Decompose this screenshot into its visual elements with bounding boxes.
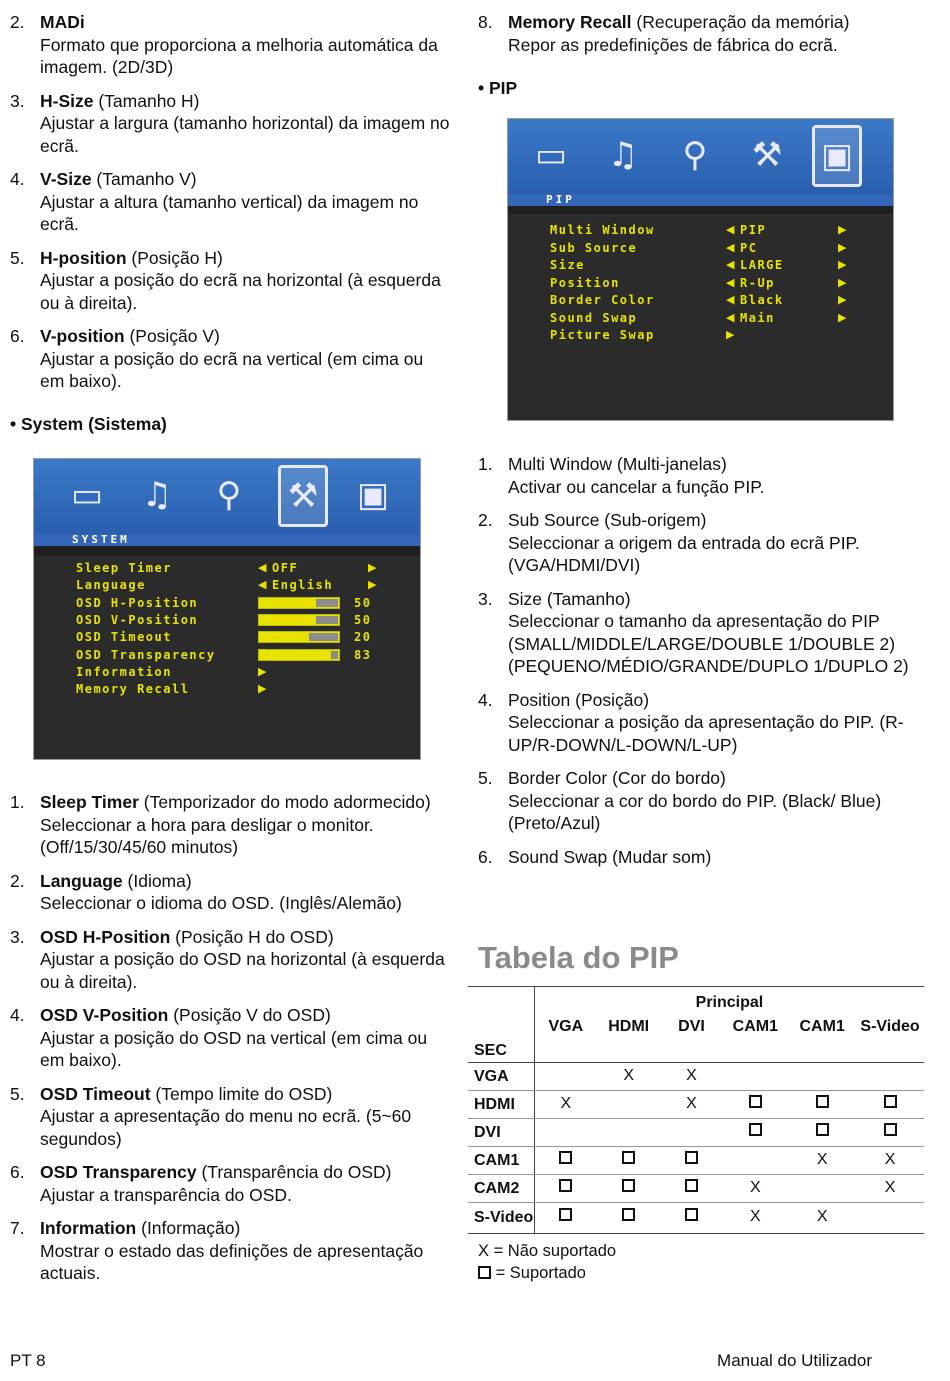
osd-slider <box>258 631 340 643</box>
supported-cell <box>597 1203 661 1234</box>
checkbox-icon <box>559 1151 572 1164</box>
checkbox-icon <box>685 1208 698 1221</box>
item-number: 3. <box>10 926 25 947</box>
list-item <box>10 247 450 315</box>
list-item <box>478 453 928 498</box>
item-translation: (Recuperação da memória) <box>631 12 850 32</box>
list-item <box>478 846 928 869</box>
osd-menu-label: Language <box>76 578 146 593</box>
list-item <box>10 791 450 859</box>
item-name: Multi Window (Multi-janelas) <box>508 454 727 474</box>
item-translation: (Tamanho V) <box>91 169 197 189</box>
sound-tab-icon: ♫ <box>141 475 173 515</box>
osd-menu-label: Information <box>76 664 172 679</box>
osd-menu-label: Sub Source <box>550 240 638 255</box>
row-header: CAM2 <box>468 1175 534 1203</box>
checkbox-icon <box>478 1266 491 1279</box>
checkbox-icon <box>622 1151 635 1164</box>
left-arrow-icon: ◀ <box>726 311 735 324</box>
osd-menu-label: OSD V-Position <box>76 612 199 627</box>
osd-menu-label: Position <box>550 275 620 290</box>
list-item <box>10 11 450 79</box>
item-description: Repor as predefinições de fábrica do ecrã. <box>508 34 838 55</box>
right-arrow-icon: ▶ <box>258 683 267 696</box>
table-cell <box>534 1119 596 1147</box>
right-arrow-icon: ▶ <box>726 329 735 341</box>
row-header: DVI <box>468 1119 534 1147</box>
supported-cell <box>788 1091 856 1119</box>
osd-slider <box>258 614 340 626</box>
checkbox-icon <box>685 1179 698 1192</box>
item-name: Language <box>40 870 123 891</box>
page-number: PT 8 <box>10 1351 46 1370</box>
supported-cell <box>661 1147 723 1175</box>
list-item <box>478 689 928 757</box>
table-cell: X <box>722 1203 788 1234</box>
list-item <box>478 509 928 577</box>
item-description: Mostrar o estado das definições de apresentação actuais. <box>40 1240 424 1283</box>
item-number: 3. <box>478 588 493 609</box>
osd-menu-value: Main <box>740 310 775 325</box>
item-description: Ajustar a posição do OSD na horizontal (à esquerda ou à direita). <box>40 949 445 992</box>
item-description: Seleccionar a cor do bordo do PIP. (Black/ Blue) (Preto/Azul) <box>508 790 882 833</box>
list-item <box>10 325 450 393</box>
item-description: Seleccionar a hora para desligar o monitor. (Off/15/30/45/60 minutos) <box>40 814 374 857</box>
item-description: Ajustar a largura (tamanho horizontal) da imagem no ecrã. <box>40 113 450 156</box>
table-cell: X <box>534 1091 596 1119</box>
right-arrow-icon: ▶ <box>838 224 847 236</box>
osd-title: PIP <box>508 194 893 206</box>
item-name: Sub Source (Sub-origem) <box>508 510 707 530</box>
item-number: 2. <box>10 870 25 891</box>
table-cell <box>597 1119 661 1147</box>
table-cell: X <box>788 1147 856 1175</box>
table-cell <box>856 1063 924 1091</box>
item-number: 5. <box>10 1083 25 1104</box>
table-cell: X <box>661 1063 723 1091</box>
list-item <box>10 1004 450 1072</box>
supported-cell <box>597 1147 661 1175</box>
right-arrow-icon: ▶ <box>258 665 267 678</box>
item-name: V-position <box>40 326 125 346</box>
row-header: S-Video <box>468 1203 534 1234</box>
table-cell <box>661 1119 723 1147</box>
left-arrow-icon: ◀ <box>726 259 735 271</box>
item-name: OSD H-Position <box>40 926 171 947</box>
osd-menu-value: LARGE <box>740 258 784 272</box>
pip-tab-icon: ▣ <box>812 125 862 187</box>
picture-tab-icon: ▭ <box>70 475 104 515</box>
osd-menu-value: English <box>272 578 334 593</box>
list-item <box>478 588 928 678</box>
supported-cell <box>534 1147 596 1175</box>
item-name: Position (Posição) <box>508 689 650 710</box>
item-name: OSD V-Position <box>40 1005 169 1025</box>
item-number: 4. <box>478 689 493 710</box>
item-name: V-Size <box>40 169 92 189</box>
item-description: Seleccionar o tamanho da apresentação do PIP (SMALL/MIDDLE/LARGE/DOUBLE 1/DOUBLE 2) (PEQUENO/MÉDIO/GRANDE/DUPLO 1/DUPLO 2) <box>508 611 909 676</box>
table-row <box>468 1147 924 1175</box>
item-description: Ajustar a altura (tamanho vertical) da imagem no ecrã. <box>40 191 419 234</box>
left-column <box>10 0 450 404</box>
system-osd-screenshot <box>33 458 421 760</box>
item-description: Seleccionar o idioma do OSD. (Inglês/Alemão) <box>40 893 402 913</box>
checkbox-icon <box>884 1123 897 1136</box>
right-arrow-icon: ▶ <box>838 276 847 289</box>
table-cell: X <box>856 1175 924 1203</box>
column-header: CAM1 <box>722 1014 788 1063</box>
osd-menu-label: OSD Timeout <box>76 630 172 645</box>
item-description: Ajustar a posição do ecrã na horizontal (à esquerda ou à direita). <box>40 270 441 313</box>
right-arrow-icon: ▶ <box>368 562 377 574</box>
column-header: S-Video <box>856 1014 924 1063</box>
item-name: Sleep Timer <box>40 792 139 812</box>
item-number: 1. <box>478 454 493 474</box>
right-arrow-icon: ▶ <box>368 579 377 592</box>
pip-items-list <box>478 453 928 879</box>
left-arrow-icon: ◀ <box>726 294 735 306</box>
footer-title: Manual do Utilizador <box>717 1351 872 1370</box>
legend-supported: = Suportado <box>478 1262 586 1285</box>
item-number: 4. <box>10 169 25 189</box>
right-column <box>478 0 930 56</box>
column-header: CAM1 <box>788 1014 856 1063</box>
supported-cell <box>661 1175 723 1203</box>
search-tab-icon: ⚲ <box>216 475 242 515</box>
table-cell: X <box>597 1063 661 1091</box>
checkbox-icon <box>622 1179 635 1192</box>
item-number: 6. <box>10 1162 25 1182</box>
item-number: 5. <box>10 247 25 268</box>
pip-osd-screenshot <box>507 118 894 421</box>
table-row <box>468 1175 924 1203</box>
item-translation: (Tempo limite do OSD) <box>150 1083 333 1104</box>
table-cell <box>788 1175 856 1203</box>
table-row <box>468 1203 924 1234</box>
table-cell <box>722 1147 788 1175</box>
left-arrow-icon: ◀ <box>726 241 735 254</box>
supported-cell <box>722 1091 788 1119</box>
item-name: H-position <box>40 247 127 268</box>
item-translation: (Posição V) <box>124 326 220 346</box>
item-number: 1. <box>10 792 25 812</box>
system-heading: • System (Sistema) <box>10 414 167 434</box>
legend-not-supported: X = Não suportado <box>478 1242 617 1260</box>
list-item <box>10 1083 450 1151</box>
osd-menu-value: PC <box>740 240 758 255</box>
osd-slider-value: 20 <box>354 630 372 645</box>
item-description: Seleccionar a origem da entrada do ecrã PIP. (VGA/HDMI/DVI) <box>508 532 860 575</box>
right-arrow-icon: ▶ <box>838 294 847 306</box>
table-row <box>468 1091 924 1119</box>
column-header: VGA <box>534 1014 596 1063</box>
item-description: Seleccionar a posição da apresentação do PIP. (R-UP/R-DOWN/L-DOWN/L-UP) <box>508 712 904 755</box>
osd-menu-label: OSD H-Position <box>76 595 199 610</box>
checkbox-icon <box>685 1151 698 1164</box>
table-cell <box>722 1063 788 1091</box>
table-cell <box>597 1091 661 1119</box>
osd-slider <box>258 649 340 661</box>
item-number: 6. <box>478 846 493 867</box>
item-description: Ajustar a posição do OSD na vertical (em cima ou em baixo). <box>40 1027 428 1070</box>
list-item <box>478 767 928 835</box>
osd-menu-label: OSD Transparency <box>76 647 216 662</box>
osd-menu-label: Memory Recall <box>76 682 190 697</box>
item-number: 6. <box>10 326 25 346</box>
item-number: 2. <box>10 12 25 32</box>
memory-recall-item <box>478 0 930 56</box>
sec-header: SEC <box>468 1014 534 1063</box>
search-tab-icon: ⚲ <box>682 135 708 175</box>
checkbox-icon <box>749 1123 762 1136</box>
table-cell: X <box>856 1147 924 1175</box>
right-arrow-icon: ▶ <box>838 259 847 271</box>
item-description: Formato que proporciona a melhoria automática da imagem. (2D/3D) <box>40 34 438 77</box>
checkbox-icon <box>816 1095 829 1108</box>
osd-menu-value: R-Up <box>740 275 775 290</box>
osd-menu-value: PIP <box>740 223 767 237</box>
osd-menu-label: Picture Swap <box>550 328 655 342</box>
checkbox-icon <box>749 1095 762 1108</box>
supported-cell <box>661 1203 723 1234</box>
pip-heading: • PIP <box>478 78 518 98</box>
supported-cell <box>722 1119 788 1147</box>
list-item <box>10 90 450 158</box>
table-cell <box>788 1063 856 1091</box>
osd-slider-value: 83 <box>354 647 372 662</box>
item-number: 4. <box>10 1005 25 1025</box>
checkbox-icon <box>884 1095 897 1108</box>
supported-cell <box>534 1203 596 1234</box>
system-tab-icon: ⚒ <box>751 135 783 175</box>
osd-title: SYSTEM <box>34 534 420 546</box>
system-tab-icon: ⚒ <box>278 465 328 527</box>
checkbox-icon <box>559 1208 572 1221</box>
item-name: Sound Swap (Mudar som) <box>508 846 712 867</box>
osd-slider-value: 50 <box>354 612 372 627</box>
table-cell <box>534 1063 596 1091</box>
item-name: OSD Timeout <box>40 1083 151 1104</box>
table-row <box>468 1063 924 1091</box>
pip-tab-icon: ▣ <box>356 475 390 515</box>
item-translation: (Posição H do OSD) <box>170 926 334 947</box>
item-description: Ajustar a apresentação do menu no ecrã. (5~60 segundos) <box>40 1106 412 1149</box>
list-item <box>10 168 450 236</box>
item-translation: (Transparência do OSD) <box>196 1162 392 1182</box>
left-arrow-icon: ◀ <box>258 579 267 592</box>
osd-menu-label: Sleep Timer <box>76 561 172 575</box>
item-description: Activar ou cancelar a função PIP. <box>508 476 765 497</box>
item-translation: (Idioma) <box>122 870 192 891</box>
list-item <box>10 926 450 994</box>
item-number: 2. <box>478 510 493 530</box>
checkbox-icon <box>559 1179 572 1192</box>
table-cell: X <box>661 1091 723 1119</box>
sound-tab-icon: ♫ <box>607 135 639 175</box>
left-arrow-icon: ◀ <box>726 276 735 289</box>
table-cell: X <box>788 1203 856 1234</box>
list-item <box>10 870 450 915</box>
table-cell <box>856 1203 924 1234</box>
system-items-list <box>10 791 450 1296</box>
column-header: DVI <box>661 1014 723 1063</box>
left-arrow-icon: ◀ <box>258 562 267 574</box>
supported-cell <box>597 1175 661 1203</box>
item-name: Border Color (Cor do bordo) <box>508 768 726 788</box>
supported-cell <box>788 1119 856 1147</box>
item-description: Ajustar a posição do ecrã na vertical (em cima ou em baixo). <box>40 348 424 391</box>
right-arrow-icon: ▶ <box>838 241 847 254</box>
item-name: Memory Recall <box>508 12 632 32</box>
item-translation: (Temporizador do modo adormecido) <box>138 792 431 812</box>
picture-tab-icon: ▭ <box>534 135 568 175</box>
item-translation: (Tamanho H) <box>93 90 200 111</box>
checkbox-icon <box>816 1123 829 1136</box>
item-translation: (Posição H) <box>126 247 223 268</box>
osd-slider-value: 50 <box>354 595 372 610</box>
item-number: 5. <box>478 768 493 788</box>
checkbox-icon <box>622 1208 635 1221</box>
item-translation: (Informação) <box>136 1218 241 1238</box>
osd-menu-value: Black <box>740 293 784 307</box>
table-cell: X <box>722 1175 788 1203</box>
list-item <box>10 1217 450 1285</box>
osd-menu-label: Multi Window <box>550 223 655 237</box>
item-number: 8. <box>478 12 493 32</box>
supported-cell <box>856 1119 924 1147</box>
item-name: Information <box>40 1218 137 1238</box>
item-number: 7. <box>10 1218 25 1238</box>
list-item <box>10 1161 450 1206</box>
osd-menu-label: Sound Swap <box>550 310 638 325</box>
item-name: H-Size <box>40 90 94 111</box>
item-number: 3. <box>10 90 25 111</box>
item-translation: (Posição V do OSD) <box>168 1005 331 1025</box>
column-header: HDMI <box>597 1014 661 1063</box>
right-arrow-icon: ▶ <box>838 311 847 324</box>
supported-cell <box>534 1175 596 1203</box>
item-description: Ajustar a transparência do OSD. <box>40 1184 292 1205</box>
table-row <box>468 1119 924 1147</box>
list-item <box>478 11 930 56</box>
osd-menu-label: Border Color <box>550 293 655 307</box>
row-header: HDMI <box>468 1091 534 1119</box>
adjust-items-list <box>10 0 450 393</box>
item-name: Size (Tamanho) <box>508 588 631 609</box>
item-name: OSD Transparency <box>40 1162 197 1182</box>
osd-menu-label: Size <box>550 258 585 272</box>
row-header: VGA <box>468 1063 534 1091</box>
item-name: MADi <box>40 12 85 32</box>
principal-header: Principal <box>695 993 764 1011</box>
osd-menu-value: OFF <box>272 561 299 575</box>
pip-table-title: Tabela do PIP <box>478 940 679 975</box>
row-header: CAM1 <box>468 1147 534 1175</box>
osd-slider <box>258 597 340 609</box>
left-arrow-icon: ◀ <box>726 224 735 236</box>
supported-cell <box>856 1091 924 1119</box>
